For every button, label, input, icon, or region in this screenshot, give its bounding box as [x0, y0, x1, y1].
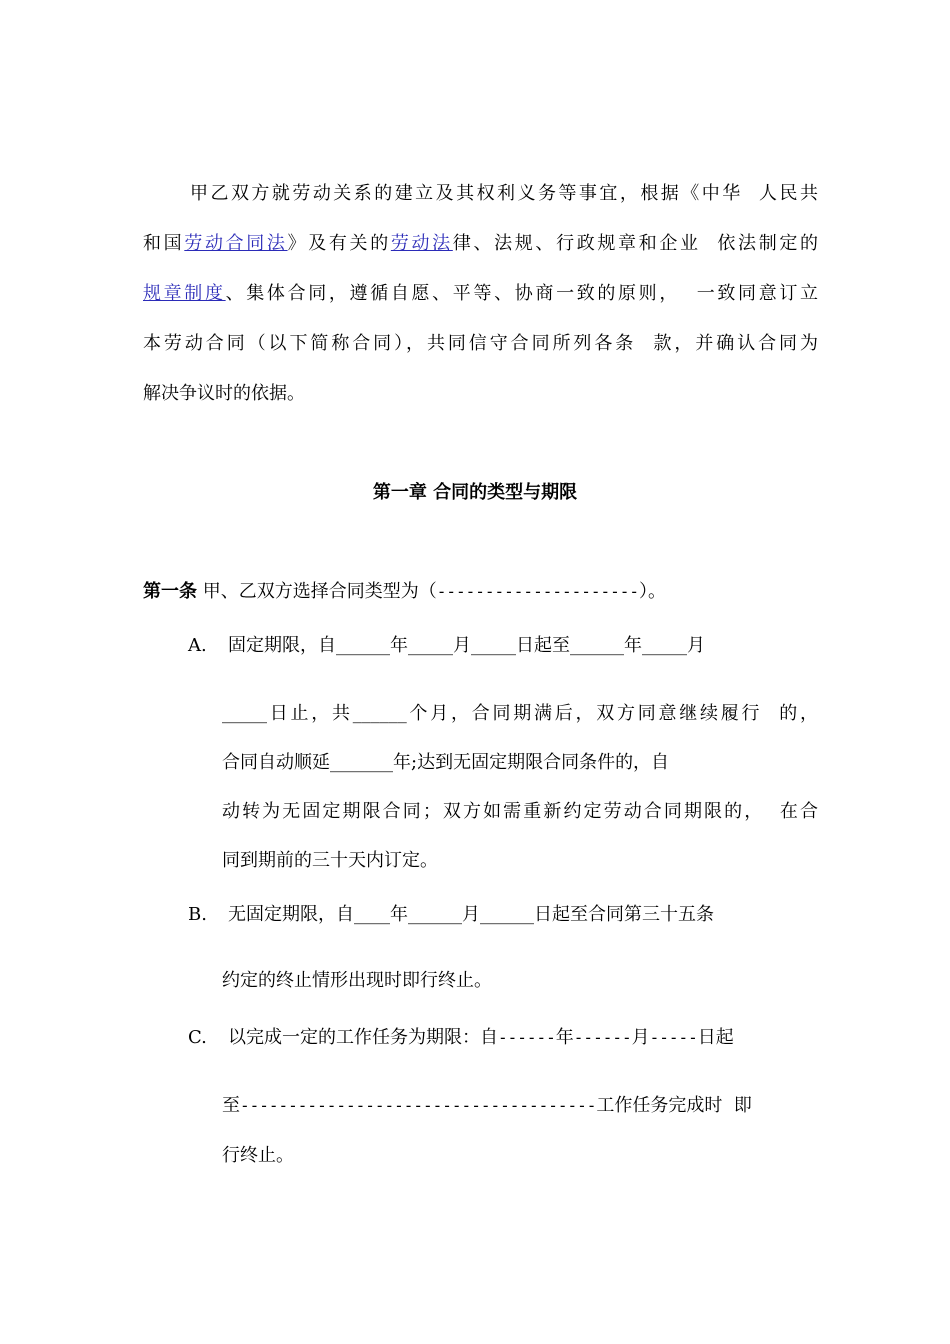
option-c-text: 至: [222, 1095, 240, 1116]
option-a-line-1: 固定期限，自______年_____月_____日起至______年_____月: [228, 635, 705, 656]
option-b-line-1: 无固定期限，自____年______月______日起至合同第三十五条: [228, 904, 714, 925]
intro-line-4: [143, 332, 818, 356]
contract-type-blank: ---------------------: [436, 582, 640, 601]
option-c-text: 月: [631, 1027, 650, 1048]
option-a-line-2: [222, 702, 818, 726]
option-c-line-1: [228, 1026, 734, 1050]
labor-law-link[interactable]: 劳动法: [390, 233, 453, 254]
article-label: 第一条: [143, 581, 197, 602]
option-a-line-4: [222, 800, 818, 824]
chapter-title: 第一章 合同的类型与期限: [372, 482, 578, 503]
option-a-line-3: 合同自动顺延_______年;达到无固定期限合同条件的，自: [222, 752, 670, 773]
day-blank: -----: [649, 1028, 698, 1047]
intro-text: 甲乙双方就劳动关系的建立及其权利义务等事宜，根据《中华 人民共: [190, 183, 818, 204]
intro-text: 律、法规、行政规章和企业 依法制定的: [452, 233, 819, 254]
article-1: [143, 580, 666, 604]
option-c-line-3: 行终止。: [222, 1145, 294, 1166]
option-a-letter: A.: [188, 635, 207, 656]
intro-text: 解决争议时的依据。: [143, 383, 305, 404]
year-blank: ------: [498, 1028, 556, 1047]
intro-line-1: [190, 182, 818, 206]
option-c-text: 工作任务完成时 即: [596, 1095, 752, 1116]
option-a-text: _____日止，共______个月，合同期满后，双方同意继续履行 的，: [222, 703, 818, 724]
intro-text: 和国: [143, 233, 185, 254]
month-blank: ------: [573, 1028, 632, 1047]
option-b-line-2: 约定的终止情形出现时即行终止。: [222, 970, 492, 991]
option-c-letter: C.: [188, 1027, 207, 1048]
option-a-line-5: 同到期前的三十天内订定。: [222, 850, 438, 871]
intro-text: 本劳动合同（以下简称合同），共同信守合同所列各条 款，并确认合同为: [143, 333, 818, 354]
rules-regulations-link[interactable]: 规章制度: [143, 283, 226, 304]
option-c-text: 日起: [697, 1027, 734, 1048]
article-text: 甲、乙双方选择合同类型为（: [197, 581, 437, 602]
option-a-text: 动转为无固定期限合同；双方如需重新约定劳动合同期限的， 在合: [222, 801, 818, 822]
intro-text: 、集体合同，遵循自愿、平等、协商一致的原则， 一致同意订立: [225, 283, 819, 304]
option-c-text: 以完成一定的工作任务为期限：自: [228, 1027, 498, 1048]
option-c-line-2: [222, 1094, 752, 1118]
intro-line-2: [143, 232, 818, 256]
option-c-text: 年: [555, 1027, 574, 1048]
intro-line-5: [143, 382, 305, 406]
labor-contract-law-link[interactable]: 劳动合同法: [184, 233, 288, 254]
intro-line-3: [143, 282, 818, 306]
intro-text: 》及有关的: [287, 233, 391, 254]
article-text: ）。: [639, 581, 667, 602]
option-b-letter: B.: [188, 904, 207, 925]
task-blank: -------------------------------------: [240, 1096, 597, 1115]
